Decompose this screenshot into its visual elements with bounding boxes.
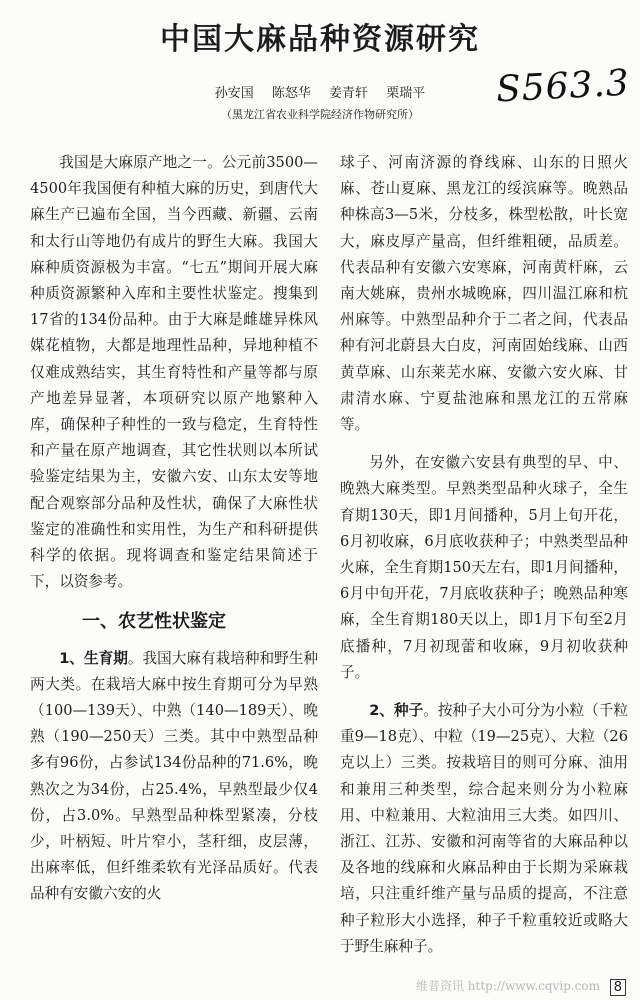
author-affiliation: （黑龙江省农业科学院经济作物研究所） <box>221 108 419 121</box>
liuan-types-paragraph: 另外，在安徽六安县有典型的早、中、晚熟大麻类型。早熟类型品种火球子，全生育期130天，即1月间播种，5月上旬开花，6月初收麻，6月底收获种子；中熟类型品种火麻，全生育期150天左右，即1月间播种，6月中旬开花，7月底收获种子；晚熟品种寒麻，全生育期180天以上，即1月下旬至2月底播种，7月初现蕾和收麻，9月初收获种子。 <box>340 454 628 681</box>
page-number: 8 <box>610 979 626 996</box>
right-column <box>340 150 628 960</box>
maturity-continuation-paragraph: 球子、河南济源的脊线麻、山东的日照火麻、苍山夏麻、黑龙江的绥滨麻等。晚熟品种株高3—5米，分枝多，株型松散，叶长宽大，麻皮厚产量高，但纤维粗硬，品质差。代表品种有安徽六安寒麻，河南黄杆麻，云南大姚麻，贵州水城晚麻，四川温江麻和杭州麻等。中熟型品种介于二者之间，代表品种有河北蔚县大白皮，河南固始线麻、山西黄草麻、山东莱芜水麻、安徽六安火麻、甘肃清水麻、宁夏盐池麻和黑龙江的五常麻等。 <box>340 154 628 434</box>
growth-period-paragraph <box>30 646 318 908</box>
growth-period-label: 1、生育期 <box>59 649 128 667</box>
left-column <box>30 150 318 908</box>
author-list: 孙安国 陈怒华 姜青轩 栗瑞平 <box>214 86 426 101</box>
seed-text: 。按种子大小可分为小粒（千粒重9—18克）、中粒（19—25克）、大粒（26克以上）三类。按栽培目的则可分麻、油用和兼用三种类型，综合起来则分为小粒麻用、中粒兼用、大粒油用三大类。如四川、浙江、江苏、安徽和河南等省的大麻品种以及各地的线麻和火麻品种由于长期为采麻栽培，只注重纤维产量与品质的提高，不注意种子粒形大小选择，种子千粒重较近或略大于野生麻种子。 <box>340 702 628 955</box>
growth-period-text: 。我国大麻有栽培种和野生种两大类。在栽培大麻中按生育期可分为早熟（100—139天）、中熟（140—189天）、晚熟（190—250天）三类。其中中熟型品种多有96份，占参试134份品种的71.6%，晚熟次之为34份，占25.4%，早熟型最少仅4份，占3.0%。早熟型品种株型紧凑，分枝少，叶柄短、叶片窄小，茎秆细，皮层薄，出麻率低，但纤维柔软有光泽品质好。代表品种有安徽六安的火 <box>30 649 318 903</box>
section-heading: 一、农艺性状鉴定 <box>82 611 226 633</box>
handwritten-call-number: S563.3 <box>495 62 631 111</box>
intro-paragraph: 我国是大麻原产地之一。公元前3500—4500年我国便有种植大麻的历史，到唐代大麻生产已遍布全国，当今西藏、新疆、云南和太行山等地仍有成片的野生大麻。我国大麻种质资源极为丰富。“七五”期间开展大麻种质资源繁种入库和主要性状鉴定。搜集到17省的134份品种。由于大麻是雌雄异株风媒花植物，大都是地理性品种，异地种植不仅难成熟结实，其生育特性和产量等都与原产地差异显著，本项研究以原产地繁种入库，确保种子种性的一致与稳定，生育特性和产量在原产地调查，其它性状则以本所试验鉴定结果为主，安徽六安、山东太安等地配合观察部分品种及性状，确保了大麻性状鉴定的准确性和实用性，为生产和科研提供科学的依据。现将调查和鉴定结果简述于下，以资参考。 <box>30 154 318 591</box>
seed-label: 2、种子 <box>369 702 424 720</box>
seed-paragraph <box>340 698 628 960</box>
paper-title: 中国大麻品种资源研究 <box>160 22 480 57</box>
watermark: 维普资讯 http://www.cqvip.com <box>415 979 600 993</box>
